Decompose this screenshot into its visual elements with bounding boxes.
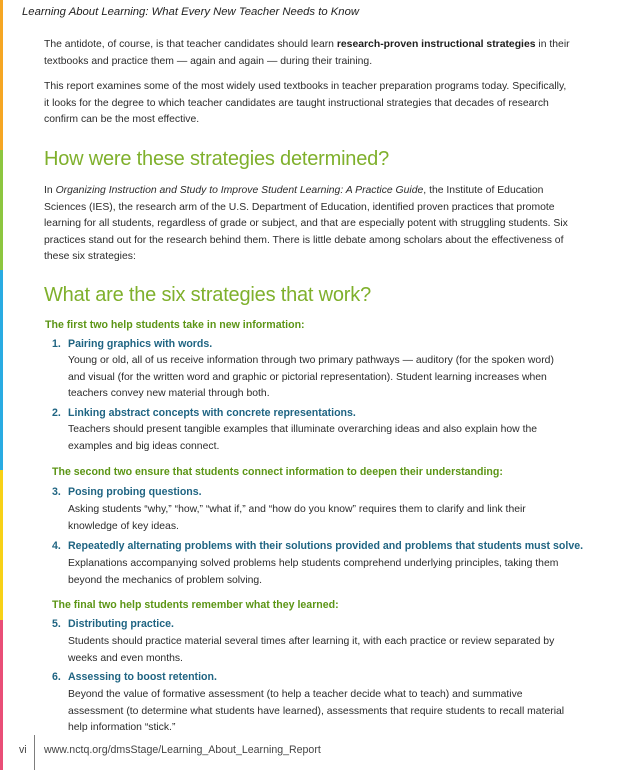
section-heading-how-determined: How were these strategies determined?: [44, 148, 390, 170]
edge-color-bar-1: [0, 0, 3, 150]
edge-color-bar-5: [0, 620, 3, 770]
section-heading-six-strategies: What are the six strategies that work?: [44, 284, 371, 306]
strategy-body-2: Teachers should present tangible examples that illuminate overarching ideas and also explain how the examples and big ideas connect.: [68, 424, 538, 452]
strategy-title-6: 6. Assessing to boost retention.: [52, 671, 217, 683]
running-header: Learning About Learning: What Every New Teacher Needs to Know: [22, 6, 360, 18]
guide-title: Organizing Instruction and Study to Improve Student Learning: A Practice Guide: [55, 185, 424, 196]
strategy-title-2: 2. Linking abstract concepts with concrete representations.: [52, 407, 356, 419]
strategy-body-4: Explanations accompanying solved problems help students comprehend underlying principles, taking them beyond the mechanics of problem solving.: [68, 558, 559, 586]
strategy-body-3: Asking students “why,” “how,” “what if,” and “how do you know” requires them to clarify and link their knowledge of key ideas.: [68, 504, 526, 532]
edge-color-bar-4: [0, 470, 3, 620]
strategy-title-4: 4. Repeatedly alternating problems with their solutions provided and problems that students must solve.: [52, 540, 584, 552]
edge-color-bar-3: [0, 270, 3, 470]
group-heading-2: The second two ensure that students connect information to deepen their understanding:: [52, 466, 503, 478]
strategy-body-1: Young or old, all of us receive information through two primary pathways — auditory (for the spoken word) and visual (for the written word and graphic or pictorial representation). Student learning increases when teachers convey new material through both.: [68, 355, 554, 399]
intro-paragraph-1: The antidote, of course, is that teacher candidates should learn research-proven instructional strategies in their textbooks and practice them — again and again — during their training.: [44, 39, 570, 67]
group-heading-3: The final two help students remember what they learned:: [52, 599, 339, 611]
strategy-title-1: 1. Pairing graphics with words.: [52, 338, 213, 350]
page-number: vi: [19, 744, 27, 756]
group-heading-1: The first two help students take in new information:: [45, 319, 305, 331]
strategy-title-5: 5. Distributing practice.: [52, 618, 174, 630]
edge-color-bar-2: [0, 150, 3, 270]
strategy-body-6: Beyond the value of formative assessment (to help a teacher decide what to teach) and summative assessment (to determine what students have learned), assessments that require students to recall material help information “stick.”: [68, 689, 565, 733]
intro-bold-phrase: research-proven instructional strategies: [336, 39, 536, 50]
intro-paragraph-2: This report examines some of the most widely used textbooks in teacher preparation programs today. Specifically, it looks for the degree to which teacher candidates are taught instructional strategies that decades of research confirm can be the most effective.: [44, 81, 567, 125]
footer-divider: [34, 735, 35, 770]
footer-url-link[interactable]: www.nctq.org/dmsStage/Learning_About_Learning_Report: [44, 744, 321, 756]
strategy-body-5: Students should practice material several times after learning it, with each practice or review separated by weeks and even months.: [68, 636, 555, 664]
section1-paragraph: In Organizing Instruction and Study to Improve Student Learning: A Practice Guide, the Institute of Education Sciences (IES), the research arm of the U.S. Department of Education, identified proven practices that promote learning for all students, regardless of grade or subject, and that are especially potent with struggling students. Six practices stand out for the research behind them. There is little debate among scholars about the effectiveness of these six strategies:: [44, 185, 568, 262]
strategy-title-3: 3. Posing probing questions.: [52, 486, 202, 498]
